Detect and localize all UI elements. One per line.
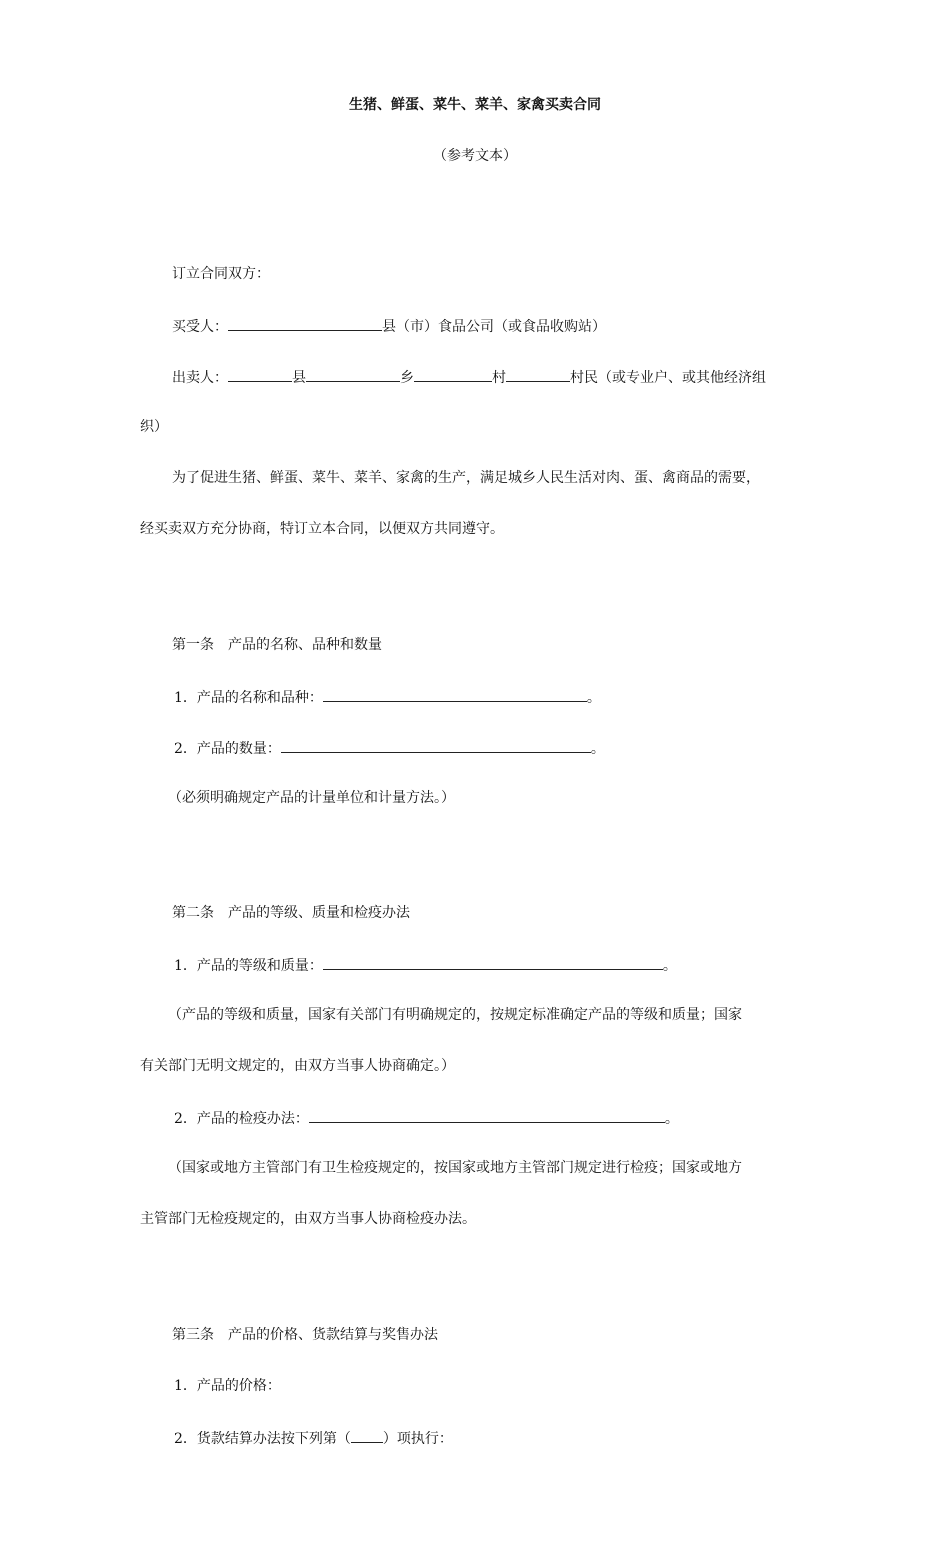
period: 。: [590, 741, 605, 757]
buyer-label: 买受人：: [172, 319, 228, 335]
seller-suffix-cont: 织）: [140, 419, 168, 435]
buyer-line: [172, 316, 606, 336]
article2-note1-line1: （产品的等级和质量，国家有关部门有明确规定的，按规定标准确定产品的等级和质量；国家: [168, 1007, 742, 1023]
seller-village-blank[interactable]: [414, 367, 492, 382]
article1-item2-label: 2．产品的数量：: [174, 741, 281, 757]
article2-item2-label: 2．产品的检疫办法：: [174, 1111, 309, 1127]
article1-item2-blank[interactable]: [281, 738, 591, 753]
seller-village: 村: [492, 370, 506, 386]
period: 。: [664, 1111, 679, 1127]
seller-county: 县: [292, 370, 306, 386]
article3-item1: 1．产品的价格：: [174, 1378, 281, 1394]
seller-township: 乡: [400, 370, 414, 386]
article2-note2-line1: （国家或地方主管部门有卫生检疫规定的，按国家或地方主管部门规定进行检疫；国家或地方: [168, 1160, 742, 1176]
article3-item2-prefix: 2．货款结算办法按下列第（: [174, 1431, 351, 1447]
article1-note: （必须明确规定产品的计量单位和计量方法。）: [168, 790, 455, 806]
article1-item1-label: 1．产品的名称和品种：: [174, 690, 323, 706]
buyer-blank[interactable]: [228, 316, 382, 331]
article2-note1-line2: 有关部门无明文规定的，由双方当事人协商确定。）: [140, 1058, 455, 1074]
buyer-suffix: 县（市）食品公司（或食品收购站）: [382, 319, 606, 335]
article2-item1: [174, 955, 677, 975]
article3-item2: [174, 1428, 453, 1448]
article3-heading: 第三条 产品的价格、货款结算与奖售办法: [172, 1327, 438, 1343]
document-title: 生猪、鲜蛋、菜牛、菜羊、家禽买卖合同: [349, 97, 601, 113]
article3-item2-suffix: ）项执行：: [382, 1431, 453, 1447]
article3-item2-blank[interactable]: [351, 1428, 383, 1443]
seller-name-blank[interactable]: [506, 367, 570, 382]
document-subtitle: （参考文本）: [433, 148, 517, 164]
seller-label: 出卖人：: [172, 370, 228, 386]
article2-item1-blank[interactable]: [323, 955, 663, 970]
article2-note2-line2: 主管部门无检疫规定的，由双方当事人协商检疫办法。: [140, 1211, 476, 1227]
seller-suffix: 村民（或专业户、或其他经济组: [570, 370, 766, 386]
parties-heading: 订立合同双方：: [172, 266, 270, 282]
seller-line: [172, 367, 766, 387]
preamble-line-2: 经买卖双方充分协商，特订立本合同，以便双方共同遵守。: [140, 521, 504, 537]
article1-item2: [174, 738, 605, 758]
article2-heading: 第二条 产品的等级、质量和检疫办法: [172, 905, 410, 921]
preamble-line-1: 为了促进生猪、鲜蛋、菜牛、菜羊、家禽的生产，满足城乡人民生活对肉、蛋、禽商品的需要，: [172, 470, 760, 486]
article1-item1: [174, 687, 601, 707]
article1-heading: 第一条 产品的名称、品种和数量: [172, 637, 382, 653]
period: 。: [662, 958, 677, 974]
period: 。: [586, 690, 601, 706]
article2-item2: [174, 1108, 679, 1128]
article2-item2-blank[interactable]: [309, 1108, 665, 1123]
seller-county-blank[interactable]: [228, 367, 292, 382]
article2-item1-label: 1．产品的等级和质量：: [174, 958, 323, 974]
article1-item1-blank[interactable]: [323, 687, 587, 702]
seller-township-blank[interactable]: [306, 367, 400, 382]
